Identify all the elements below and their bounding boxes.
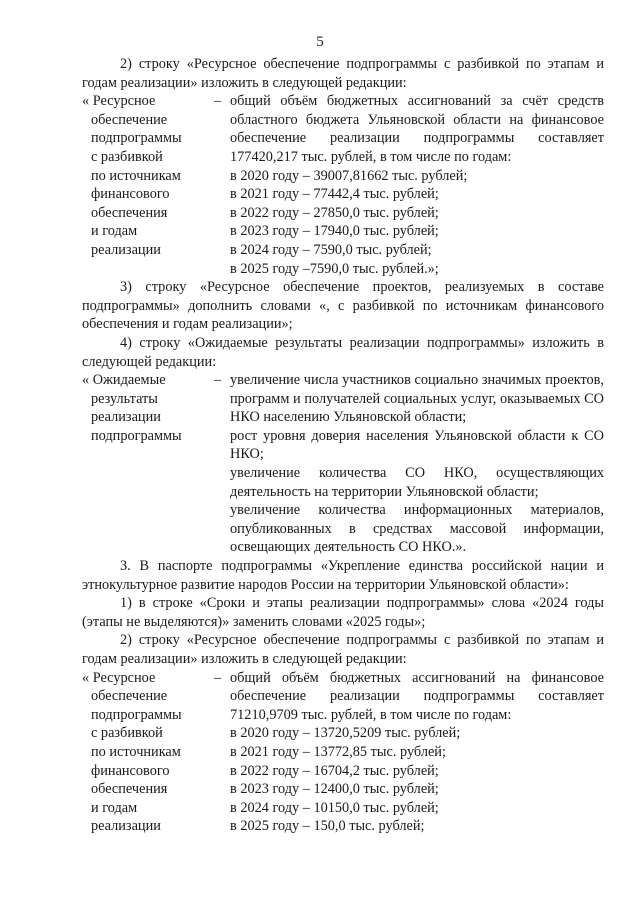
label-line: « Ресурсное [82,669,156,686]
label-line: обеспечение [91,111,168,128]
label-line: по источникам [91,743,181,760]
row-dash: – [214,372,222,389]
label-line: реализации [91,409,161,426]
row-dash: – [214,669,222,686]
label-line: подпрограммы [91,130,182,147]
budget-intro: общий объём бюджетных ассигнований на финансовое обеспечение реализации подпрограммы составляет 71210,9709 тыс. рублей, в том числе по годам: [230,669,604,723]
year-line: в 2022 году – 27850,0 тыс. рублей; [230,204,439,221]
year-line: в 2021 году – 13772,85 тыс. рублей; [230,743,446,760]
label-line: обеспечения [91,781,168,798]
year-line: в 2025 году –7590,0 тыс. рублей.»; [230,260,439,277]
label-line: по источникам [91,167,181,184]
year-line: в 2024 году – 7590,0 тыс. рублей; [230,241,432,258]
year-line: в 2023 году – 12400,0 тыс. рублей; [230,781,439,798]
row-label [82,669,214,836]
paragraph-item-4-results: 4) строку «Ожидаемые результаты реализации подпрограммы» изложить в следующей редакции: [82,334,604,370]
passport-row-resources-1 [82,92,604,278]
row-value [230,92,604,278]
year-line: в 2022 году – 16704,2 тыс. рублей; [230,762,439,779]
label-line: финансового [91,762,170,779]
row-value [230,371,604,557]
label-line: обеспечения [91,204,168,221]
passport-row-resources-2 [82,669,604,836]
row-dash: – [214,93,222,110]
row-value [230,669,604,836]
label-line: и годам [91,799,138,816]
row-label [82,92,214,278]
row-label [82,371,214,557]
budget-intro: общий объём бюджетных ассигнований за счёт средств областного бюджета Ульяновской области на финансовое обеспечение реализации подпрограммы составляет 177420,217 тыс. рублей, в том числе по годам: [230,93,604,165]
label-line: « Ожидаемые [82,372,166,389]
label-line: реализации [91,241,161,258]
paragraph-item-2-resources-b: 2) строку «Ресурсное обеспечение подпрограммы с разбивкой по этапам и годам реализации» изложить в следующей редакции: [82,632,604,667]
paragraph-item-2-resources: 2) строку «Ресурсное обеспечение подпрограммы с разбивкой по этапам и годам реализации» изложить в следующей редакции: [82,56,604,91]
document-body [82,55,604,836]
label-line: с разбивкой [91,725,163,742]
label-line: с разбивкой [91,148,163,165]
result-item: рост уровня доверия населения Ульяновской области к СО НКО; [230,427,604,463]
year-line: в 2023 году – 17940,0 тыс. рублей; [230,223,439,240]
paragraph-section-3: 3. В паспорте подпрограммы «Укрепление единства российской нации и этнокультурное развитие народов России на территории Ульяновской области»: [82,558,604,593]
result-item: увеличение количества СО НКО, осуществляющих деятельность на территории Ульяновской области; [230,465,604,500]
year-line: в 2021 году – 77442,4 тыс. рублей; [230,186,439,203]
year-line: в 2025 году – 150,0 тыс. рублей; [230,818,425,835]
label-line: и годам [91,223,138,240]
page-number: 5 [316,34,324,50]
paragraph-item-1-terms: 1) в строке «Сроки и этапы реализации подпрограммы» слова «2024 годы (этапы не выделяются)» заменить словами «2025 годы»; [82,595,604,630]
result-item: увеличение количества информационных материалов, опубликованных в средствах массовой информации, освещающих деятельность СО НКО.». [230,502,604,556]
year-line: в 2020 году – 13720,5209 тыс. рублей; [230,725,461,742]
label-line: подпрограммы [91,427,182,444]
label-line: результаты [91,390,158,407]
paragraph-item-3-projects: 3) строку «Ресурсное обеспечение проектов, реализуемых в составе подпрограммы» дополнить словами «, с разбивкой по источникам финансового обеспечения и годам реализации»; [82,279,604,333]
label-line: финансового [91,186,170,203]
label-line: обеспечение [91,688,168,705]
label-line: подпрограммы [91,706,182,723]
passport-row-results [82,371,604,557]
label-line: « Ресурсное [82,93,156,110]
year-line: в 2024 году – 10150,0 тыс. рублей; [230,799,439,816]
year-line: в 2020 году – 39007,81662 тыс. рублей; [230,167,468,184]
result-item: увеличение числа участников социально значимых проектов, программ и получателей социальных услуг, оказываемых СО НКО населению Ульяновской области; [230,372,604,426]
label-line: реализации [91,818,161,835]
